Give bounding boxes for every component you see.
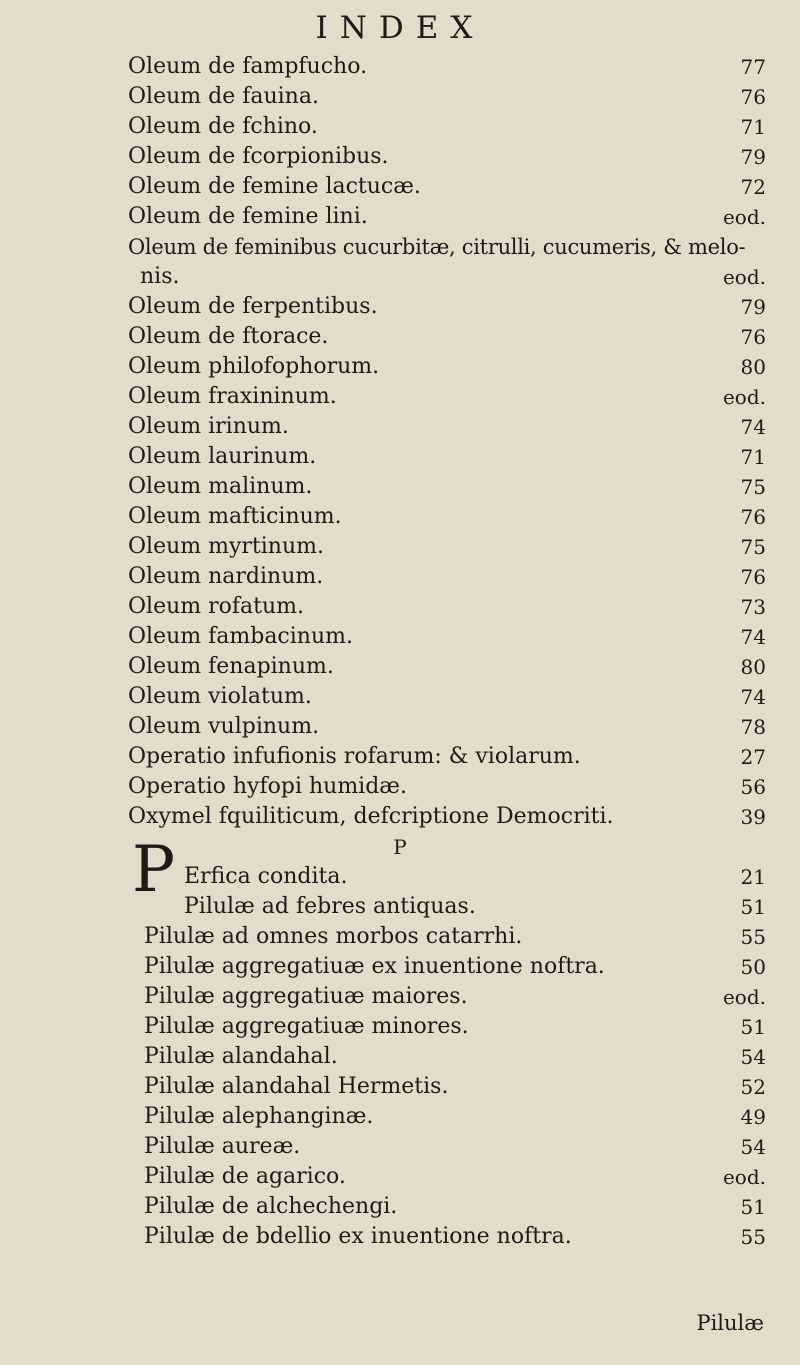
index-entries <box>0 52 800 1252</box>
entry-text: Oleum fenapinum. <box>128 654 334 679</box>
index-entry <box>0 82 800 112</box>
index-heading: INDEX <box>315 10 485 46</box>
entry-page: 76 <box>740 85 766 109</box>
entry-page: 76 <box>740 325 766 349</box>
entry-page: 80 <box>740 655 766 679</box>
entry-text: Pilulæ de agarico. <box>144 1164 346 1189</box>
entry-page: eod. <box>722 265 766 289</box>
index-entry <box>0 472 800 502</box>
entry-text: Oleum laurinum. <box>128 444 317 469</box>
entry-text: Pilulæ de alchechengi. <box>144 1194 398 1219</box>
index-entry <box>0 952 800 982</box>
index-entry <box>0 412 800 442</box>
entry-text: Oleum violatum. <box>128 684 312 709</box>
entry-text: Oleum nardinum. <box>128 564 324 589</box>
catchword: Pilulæ <box>696 1311 764 1335</box>
entry-text: Oxymel fquiliticum, defcriptione Democriti. <box>128 804 614 829</box>
index-entry <box>0 802 800 832</box>
entry-page: 55 <box>740 1225 766 1249</box>
entry-text: Operatio infufionis rofarum: & violarum. <box>128 744 581 769</box>
index-entry <box>0 772 800 802</box>
index-entry <box>0 562 800 592</box>
entry-page: 79 <box>740 295 766 319</box>
index-entry <box>0 1162 800 1192</box>
entry-text: Oleum de fchino. <box>128 114 318 139</box>
entry-text: Oleum de fcorpionibus. <box>128 144 389 169</box>
entry-page: 54 <box>740 1045 766 1069</box>
index-entry <box>0 922 800 952</box>
index-entry <box>0 202 800 232</box>
entry-page: 54 <box>740 1135 766 1159</box>
entry-page: eod. <box>722 385 766 409</box>
index-entry <box>0 682 800 712</box>
entry-page: 51 <box>740 895 766 919</box>
entry-page: 51 <box>740 1015 766 1039</box>
entry-page: 74 <box>740 625 766 649</box>
entry-text: nis. <box>140 264 180 289</box>
entry-page: eod. <box>722 205 766 229</box>
entry-text: Oleum vulpinum. <box>128 714 320 739</box>
entry-text: Oleum de femine lini. <box>128 204 368 229</box>
index-entry <box>0 112 800 142</box>
entry-page: 74 <box>740 415 766 439</box>
index-entry <box>0 1072 800 1102</box>
index-entry <box>0 592 800 622</box>
index-entry <box>0 652 800 682</box>
entry-page: 52 <box>740 1075 766 1099</box>
index-entry <box>0 892 800 922</box>
entry-text: Pilulæ alephanginæ. <box>144 1104 374 1129</box>
entry-page: 72 <box>740 175 766 199</box>
entry-page: 71 <box>740 115 766 139</box>
index-entry <box>0 1042 800 1072</box>
index-entry <box>0 1132 800 1162</box>
index-entry <box>0 322 800 352</box>
entry-page: 55 <box>740 925 766 949</box>
index-entry <box>0 622 800 652</box>
index-entry <box>0 1102 800 1132</box>
index-entry <box>0 52 800 82</box>
drop-capital: P <box>132 833 176 907</box>
entry-page: 49 <box>740 1105 766 1129</box>
entry-text: Oleum de feminibus cucurbitæ, citrulli, cucumeris, & melo- <box>128 235 746 259</box>
index-entry <box>0 532 800 562</box>
index-entry-continuation <box>0 262 800 292</box>
entry-page: 74 <box>740 685 766 709</box>
entry-text: Pilulæ aggregatiuæ ex inuentione noftra. <box>144 954 605 979</box>
entry-page: 80 <box>740 355 766 379</box>
entry-text: Oleum de fauina. <box>128 84 319 109</box>
index-entry <box>0 1012 800 1042</box>
entry-text: Oleum rofatum. <box>128 594 304 619</box>
entry-text: Pilulæ aureæ. <box>144 1134 301 1159</box>
index-entry <box>0 142 800 172</box>
entry-page: 56 <box>740 775 766 799</box>
index-entry <box>0 712 800 742</box>
entry-page: 39 <box>740 805 766 829</box>
entry-text: Oleum fambacinum. <box>128 624 353 649</box>
entry-text: Oleum irinum. <box>128 414 289 439</box>
entry-page: 27 <box>740 745 766 769</box>
entry-text: Oleum de ftorace. <box>128 324 329 349</box>
entry-text: Pilulæ aggregatiuæ maiores. <box>144 984 468 1009</box>
entry-page: 71 <box>740 445 766 469</box>
entry-page: 75 <box>740 475 766 499</box>
index-entry <box>0 982 800 1012</box>
index-entry <box>0 862 800 892</box>
entry-page: 73 <box>740 595 766 619</box>
entry-text: Erfica condita. <box>184 864 348 889</box>
entry-page: 21 <box>740 865 766 889</box>
entry-text: Pilulæ alandahal. <box>144 1044 338 1069</box>
entry-text: Oleum myrtinum. <box>128 534 324 559</box>
entry-text: Pilulæ de bdellio ex inuentione noftra. <box>144 1224 572 1249</box>
entry-page: 51 <box>740 1195 766 1219</box>
entry-page: 78 <box>740 715 766 739</box>
index-entry <box>0 742 800 772</box>
entry-page: 50 <box>740 955 766 979</box>
index-entry <box>0 502 800 532</box>
entry-page: 76 <box>740 505 766 529</box>
index-entry <box>0 1222 800 1252</box>
section-letter-row <box>0 832 800 862</box>
index-entry <box>0 1192 800 1222</box>
entry-text: Pilulæ ad omnes morbos catarrhi. <box>144 924 523 949</box>
entry-text: Operatio hyfopi humidæ. <box>128 774 407 799</box>
entry-page: 76 <box>740 565 766 589</box>
index-entry <box>0 172 800 202</box>
entry-text: Oleum fraxininum. <box>128 384 337 409</box>
index-entry <box>0 382 800 412</box>
entry-text: Pilulæ aggregatiuæ minores. <box>144 1014 469 1039</box>
entry-page: eod. <box>722 985 766 1009</box>
entry-page: 75 <box>740 535 766 559</box>
entry-text: Oleum philofophorum. <box>128 354 380 379</box>
entry-page: eod. <box>722 1165 766 1189</box>
entry-text: Oleum de femine lactucæ. <box>128 174 421 199</box>
entry-text: Pilulæ alandahal Hermetis. <box>144 1074 449 1099</box>
entry-page: 79 <box>740 145 766 169</box>
entry-text: Oleum de fampfucho. <box>128 54 368 79</box>
index-entry <box>0 292 800 322</box>
entry-text: Oleum de ferpentibus. <box>128 294 378 319</box>
entry-text: Oleum malinum. <box>128 474 313 499</box>
index-entry <box>0 352 800 382</box>
entry-page: 77 <box>740 55 766 79</box>
entry-text: Oleum mafticinum. <box>128 504 342 529</box>
index-entry <box>0 442 800 472</box>
index-entry <box>0 232 800 262</box>
entry-text: Pilulæ ad febres antiquas. <box>184 894 476 919</box>
section-letter: P <box>393 835 407 859</box>
